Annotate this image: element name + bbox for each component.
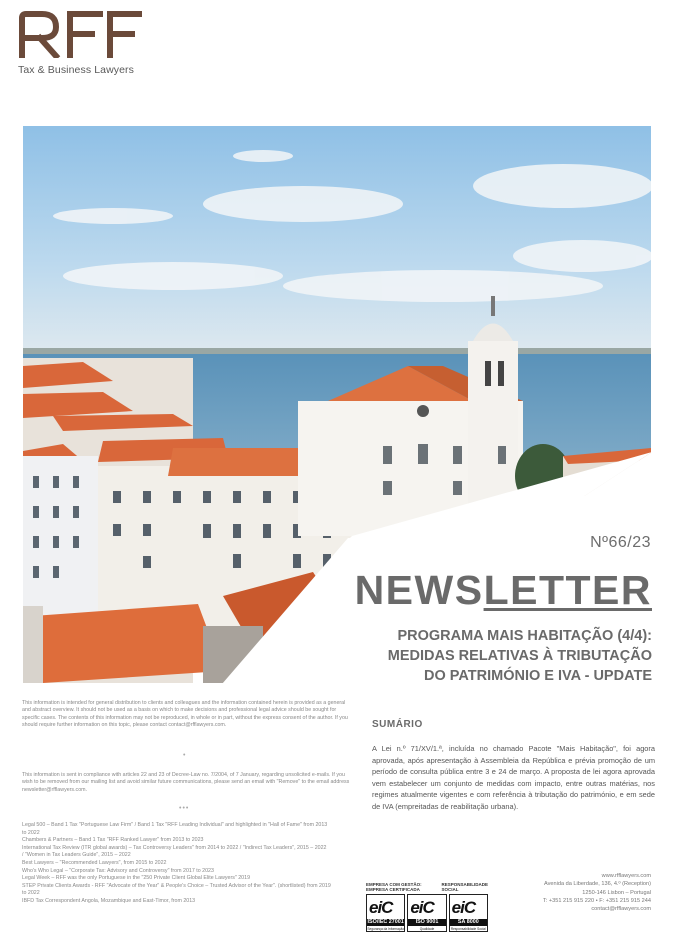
award-line: / "Women in Tax Leaders Guide", 2015 – 2022 xyxy=(22,852,131,859)
separator-dot: • xyxy=(183,752,186,759)
cert-standard: ISO 9001 xyxy=(408,919,445,926)
award-line: Chambers & Partners – Band 1 Tax "RFF Ranked Lawyer" from 2013 to 2023 xyxy=(22,837,204,844)
address-line-1: Avenida da Liberdade, 136, 4.º (Reception) xyxy=(543,881,651,888)
title-part-news: NEWS xyxy=(354,567,484,613)
award-line: to 2022 xyxy=(22,829,40,836)
award-line: Legal Week – RFF was the only Portuguese in the "250 Private Client Global Elite Lawyers" 2019 xyxy=(22,875,251,882)
cert-standard: SA 8000 xyxy=(450,919,487,926)
compliance-disclaimer: This information is sent in compliance with articles 22 and 23 of Decree-Law no. 7/2004, of 7 January, regarding unsolicited e-mails. If you wish to be removed from our mailing list and avoid similar future communications, please send an email with "Remove" to the email address newsletter@rfflawyers.com. xyxy=(22,772,350,793)
cert-mark-iso9001 xyxy=(407,894,446,932)
newsletter-subtitle xyxy=(332,626,652,686)
award-line: IBFD Tax Correspondent Angola, Mozambique and East-Timor, from 2013 xyxy=(22,897,196,904)
eic-logo-icon: eiC xyxy=(451,898,476,917)
cert-standard: ISO/IEC 27001 xyxy=(367,919,404,925)
website-link[interactable]: www.rfflawyers.com xyxy=(601,873,651,879)
separator-dots: ••• xyxy=(179,805,190,812)
award-line: Who's Who Legal – "Corporate Tax: Advisory and Controversy" from 2017 to 2023 xyxy=(22,867,214,874)
address-line-2: 1250-146 Lisbon – Portugal xyxy=(582,889,651,896)
eic-logo-icon: eiC xyxy=(369,898,393,917)
cert-header-left: EMPRESA COM GESTÃO: EMPRESA CERTIFICADA xyxy=(366,882,422,892)
subtitle-line-1: PROGRAMA MAIS HABITAÇÃO (4/4): xyxy=(397,628,652,644)
cert-foot: Qualidade xyxy=(419,927,435,931)
subtitle-line-2: MEDIDAS RELATIVAS À TRIBUTAÇÃO xyxy=(387,648,652,664)
award-line: International Tax Review (ITR global awards) – Tax Controversy Leaders" from 2014 to 2022 / "Indirect Tax Leaders", 2015 – 2022 xyxy=(22,844,327,851)
cert-foot: Responsabilidade Social xyxy=(450,927,486,931)
subtitle-line-3: DO PATRIMÓNIO E IVA - UPDATE xyxy=(424,668,652,684)
email-link[interactable]: contact@rfflawyers.com xyxy=(591,906,651,913)
award-line: to 2022 xyxy=(22,890,40,897)
newsletter-title xyxy=(354,567,652,613)
cert-mark-sa8000 xyxy=(449,894,488,932)
summary-text: A Lei n.º 71/XV/1.ª, incluída no chamado Pacote "Mais Habitação", foi agora aprovada, após apresentação à Assembleia da República e prévia promoção de um período de consulta pública entre 3 e 24 de março. A proposta de lei agora aprovada vem estabelecer um conjunto de medidas com impacto, entre outras matérias, nos regimes atualmente vigentes e com referência à tributação do património, e em sede de IVA (empreitadas de reabilitação urbana). xyxy=(372,744,655,811)
certification-badges xyxy=(366,882,488,932)
contact-block xyxy=(543,872,651,913)
cert-mark-iso27001 xyxy=(366,894,405,932)
phone-fax: T: +351 215 915 220 • F: +351 215 915 244 xyxy=(542,897,651,904)
title-part-letter: LETTER xyxy=(483,567,652,613)
issue-number: Nº66/23 xyxy=(590,534,651,551)
award-line: Legal 500 – Band 1 Tax "Portuguese Law Firm" / Band 1 Tax "RFF Leading Individual" and highlighted in "Hall of Fame" from 2013 xyxy=(22,822,328,828)
cert-header-right: RESPONSABILIDADE SOCIAL xyxy=(441,882,488,892)
awards-list xyxy=(22,822,362,906)
general-disclaimer: This information is intended for general distribution to clients and colleagues and the information contained herein is provided as a general and abstract overview. It should not be used as a basis on which to make decisions and professional legal advice should be sought for specific cases. The contents of this information may not be reproduced, in whole or in part, without the express consent of the author. If you should require further information on this topic, please contact contact@rfflawyers.com. xyxy=(22,700,348,729)
award-line: STEP Private Clients Awards - RFF "Advocate of the Year" & People's Choice – Trusted Advisor of the Year". (shortlisted) from 2019 xyxy=(22,882,331,889)
cert-foot: Segurança da Informação xyxy=(367,927,404,931)
brand-tagline: Tax & Business Lawyers xyxy=(18,64,134,76)
summary-heading: SUMÁRIO xyxy=(372,719,423,730)
eic-logo-icon: eiC xyxy=(410,898,434,917)
award-line: Best Lawyers – "Recommended Lawyers", from 2015 to 2022 xyxy=(22,859,167,866)
